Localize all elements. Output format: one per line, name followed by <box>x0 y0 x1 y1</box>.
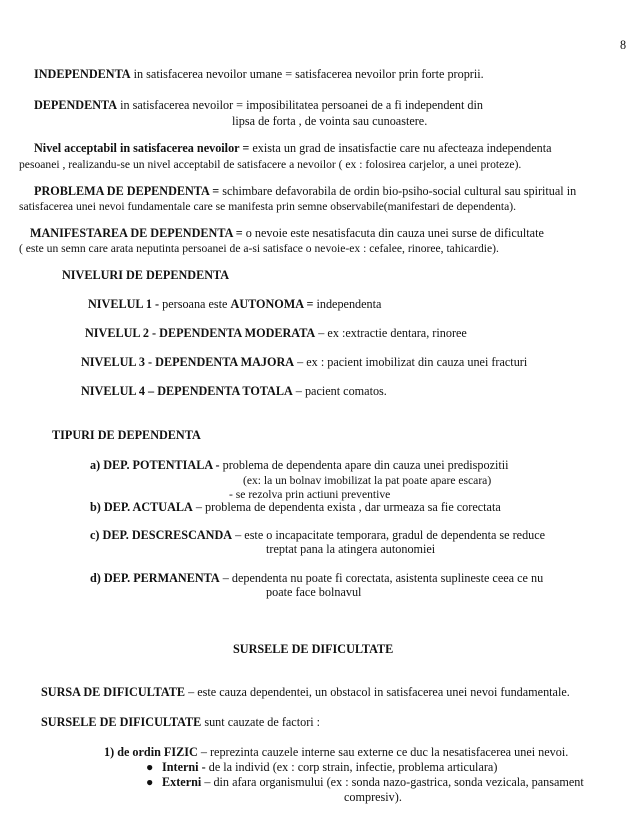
text: schimbare defavorabila de ordin bio-psiho-social cultural sau spiritual in <box>219 184 577 198</box>
type-text: – dependenta nu poate fi corectata, asistenta suplineste ceea ce nu <box>219 571 544 585</box>
factor-label: 1) de ordin FIZIC <box>104 745 198 759</box>
type-label: d) DEP. PERMANENTA <box>90 571 220 585</box>
def-nivel-acceptabil-cont: pesoanei , realizandu-se un nivel acceptabil de satisfacere a nevoilor ( ex : folosirea carjelor, a unei proteze). <box>19 158 522 171</box>
type-label: b) DEP. ACTUALA <box>90 500 193 514</box>
bullet-icon: ● <box>146 760 154 774</box>
level-label: NIVELUL 2 - DEPENDENTA MODERATA <box>85 326 316 340</box>
type-label: c) DEP. DESCRESCANDA <box>90 528 233 542</box>
def-manifestare <box>30 226 544 241</box>
level-text: persoana este <box>159 297 231 311</box>
def-nivel-acceptabil <box>34 141 552 156</box>
sources-heading: SURSELE DE DIFICULTATE <box>233 642 394 656</box>
level-item <box>81 355 527 370</box>
type-text: – problema de dependenta exista , dar urmeaza sa fie corectata <box>192 500 501 514</box>
bullet-item <box>146 775 584 790</box>
page-number: 8 <box>620 38 627 52</box>
source-factors <box>41 715 320 730</box>
factor-text: – reprezinta cauzele interne sau externe ce duc la nesatisfacerea unei nevoi. <box>197 745 569 759</box>
level-text: – ex : pacient imobilizat din cauza unei fracturi <box>294 355 528 369</box>
text: o nevoie este nesatisfacuta din cauza unei surse de dificultate <box>242 226 544 240</box>
types-heading: TIPURI DE DEPENDENTA <box>52 428 201 442</box>
level-text: – ex :extractie dentara, rinoree <box>315 326 467 340</box>
type-b <box>90 500 501 515</box>
type-d <box>90 571 543 586</box>
text: – este cauza dependentei, un obstacol in satisfacerea unei nevoi fundamentale. <box>185 685 570 699</box>
bullet-item-cont: compresiv). <box>344 790 402 804</box>
term: DEPENDENTA <box>34 98 118 112</box>
levels-heading: NIVELURI DE DEPENDENTA <box>62 268 230 282</box>
bullet-term: Externi <box>162 775 202 789</box>
term: SURSA DE DIFICULTATE <box>41 685 186 699</box>
type-c-cont: treptat pana la atingera autonomiei <box>266 542 436 556</box>
level-label: NIVELUL 4 – DEPENDENTA TOTALA <box>81 384 293 398</box>
def-problema-cont: satisfacerea unei nevoi fundamentale care se manifesta prin semne observabile(manifestari de dependenta). <box>19 200 517 213</box>
bullet-term: Interni - <box>162 760 206 774</box>
type-label: a) DEP. POTENTIALA - <box>90 458 220 472</box>
def-problema <box>34 184 576 199</box>
type-a <box>90 458 509 473</box>
bullet-text: de la individ (ex : corp strain, infectie, problema articulara) <box>205 760 498 774</box>
type-a-cont: (ex: la un bolnav imobilizat la pat poate apare escara) <box>243 474 492 487</box>
text: exista un grad de insatisfactie care nu afecteaza independenta <box>249 141 552 155</box>
type-text: – este o incapacitate temporara, gradul de dependenta se reduce <box>232 528 546 542</box>
text: in satisfacerea nevoilor = imposibilitatea persoanei de a fi independent din <box>117 98 484 112</box>
def-independenta <box>34 67 484 82</box>
level-text: – pacient comatos. <box>292 384 387 398</box>
term: INDEPENDENTA <box>34 67 131 81</box>
term: MANIFESTAREA DE DEPENDENTA = <box>30 226 243 240</box>
level-text2: independenta <box>313 297 382 311</box>
level-label: NIVELUL 1 - <box>88 297 160 311</box>
level-item <box>81 384 387 399</box>
bullet-text: – din afara organismului (ex : sonda nazo-gastrica, sonda vezicala, pansament <box>201 775 584 789</box>
source-definition <box>41 685 570 700</box>
type-text: problema de dependenta apare din cauza unei predispozitii <box>219 458 509 472</box>
bullet-item <box>146 760 497 775</box>
term: SURSELE DE DIFICULTATE <box>41 715 202 729</box>
def-dependenta <box>34 98 483 113</box>
def-manifestare-cont: ( este un semn care arata neputinta persoanei de a-si satisface o nevoie-ex : cefalee, rinoree, tahicardie). <box>19 242 499 255</box>
type-a-cont2: - se rezolva prin actiuni preventive <box>229 488 391 501</box>
level-bold: AUTONOMA = <box>230 297 314 311</box>
term: PROBLEMA DE DEPENDENTA = <box>34 184 220 198</box>
type-c <box>90 528 545 543</box>
level-item <box>85 326 467 341</box>
type-d-cont: poate face bolnavul <box>266 585 362 599</box>
factor-physical <box>104 745 568 760</box>
def-dependenta-cont: lipsa de forta , de vointa sau cunoastere. <box>232 114 428 128</box>
bullet-icon: ● <box>146 775 154 789</box>
level-label: NIVELUL 3 - DEPENDENTA MAJORA <box>81 355 295 369</box>
text: in satisfacerea nevoilor umane = satisfacerea nevoilor prin forte proprii. <box>130 67 484 81</box>
term: Nivel acceptabil in satisfacerea nevoilor = <box>34 141 250 155</box>
level-item <box>88 297 381 312</box>
text: sunt cauzate de factori : <box>201 715 321 729</box>
